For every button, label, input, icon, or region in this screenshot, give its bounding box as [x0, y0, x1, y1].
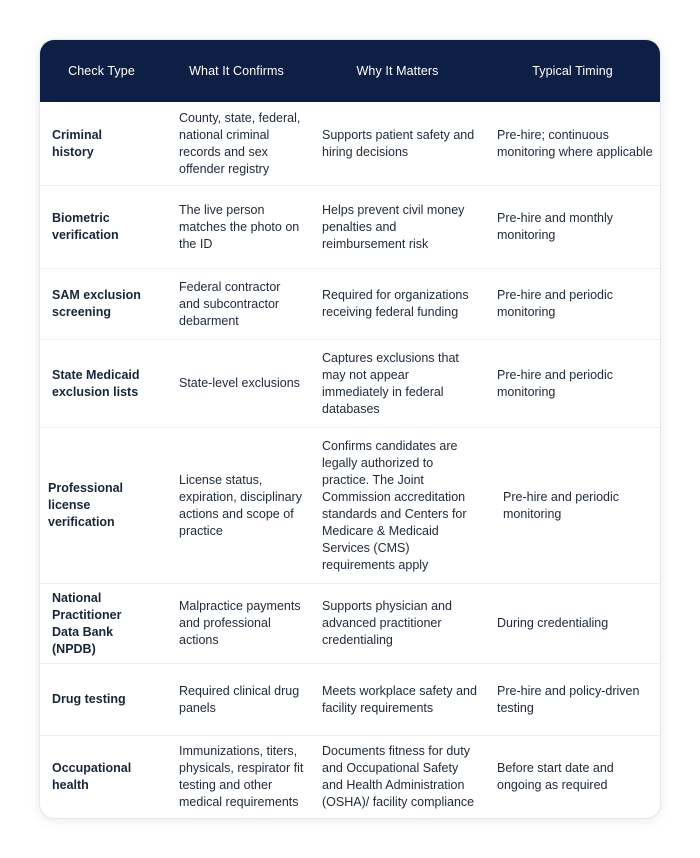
table-row — [40, 735, 660, 818]
row-why-it-matters: Supports patient safety and hiring decisions — [322, 127, 475, 159]
table-row — [40, 663, 660, 735]
header-what-it-confirms: What It Confirms — [189, 64, 284, 78]
row-why-it-matters: Meets workplace safety and facility requirements — [322, 683, 477, 715]
row-what-it-confirms: Malpractice payments and professional actions — [179, 599, 301, 647]
header-typical-timing: Typical Timing — [532, 64, 613, 78]
row-what-it-confirms: State-level exclusions — [179, 376, 300, 390]
row-what-it-confirms: Required clinical drug panels — [179, 683, 300, 715]
row-check-type: Biometric verification — [52, 211, 119, 242]
row-what-it-confirms: Federal contractor and subcontractor debarment — [179, 279, 281, 328]
row-check-type: State Medicaid exclusion lists — [52, 367, 140, 399]
row-why-it-matters: Required for organizations receiving federal funding — [322, 288, 469, 319]
row-check-type: National Practitioner Data Bank (NPDB) — [52, 590, 122, 656]
row-what-it-confirms: License status, expiration, disciplinary actions and scope of practice — [179, 472, 302, 538]
row-check-type: SAM exclusion screening — [52, 288, 141, 319]
row-what-it-confirms: The live person matches the photo on the ID — [179, 202, 300, 251]
row-why-it-matters: Supports physician and advanced practitioner credentialing — [322, 599, 452, 647]
row-why-it-matters: Helps prevent civil money penalties and reimbursement risk — [322, 202, 465, 251]
row-typical-timing: Pre-hire and periodic monitoring — [497, 288, 614, 319]
row-typical-timing: Pre-hire and periodic monitoring — [497, 367, 614, 399]
screening-table-card — [40, 40, 660, 818]
row-why-it-matters: Confirms candidates are legally authorized to practice. The Joint Commission accreditation standards and Centers for Medicare & Medicaid Services (CMS) requirements apply — [322, 438, 467, 572]
table-body — [40, 102, 660, 818]
row-check-type: Drug testing — [52, 692, 126, 706]
row-check-type: Professional license verification — [48, 481, 124, 529]
table-row — [40, 583, 660, 663]
table-row — [40, 339, 660, 427]
header-why-it-matters: Why It Matters — [356, 64, 439, 78]
row-check-type: Criminal history — [52, 127, 103, 159]
row-what-it-confirms: Immunizations, titers, physicals, respirator fit testing and other medical requirements — [179, 744, 304, 809]
row-why-it-matters: Documents fitness for duty and Occupational Safety and Health Administration (OSHA)/ facility compliance — [322, 744, 475, 809]
row-typical-timing: Pre-hire and policy-driven testing — [497, 683, 640, 715]
row-typical-timing: Before start date and ongoing as required — [497, 761, 614, 792]
row-typical-timing: Pre-hire and periodic monitoring — [503, 489, 620, 521]
table-row — [40, 268, 660, 339]
table-header — [40, 40, 660, 102]
row-typical-timing: Pre-hire; continuous monitoring where applicable — [497, 127, 653, 159]
row-typical-timing: During credentialing — [497, 616, 609, 630]
table-row — [40, 102, 660, 185]
row-check-type: Occupational health — [52, 761, 132, 792]
table-row — [40, 185, 660, 268]
header-check-type: Check Type — [68, 64, 135, 78]
row-what-it-confirms: County, state, federal, national criminal records and sex offender registry — [179, 110, 301, 176]
table-row — [40, 427, 660, 583]
row-why-it-matters: Captures exclusions that may not appear immediately in federal databases — [322, 350, 459, 416]
row-typical-timing: Pre-hire and monthly monitoring — [497, 211, 614, 242]
